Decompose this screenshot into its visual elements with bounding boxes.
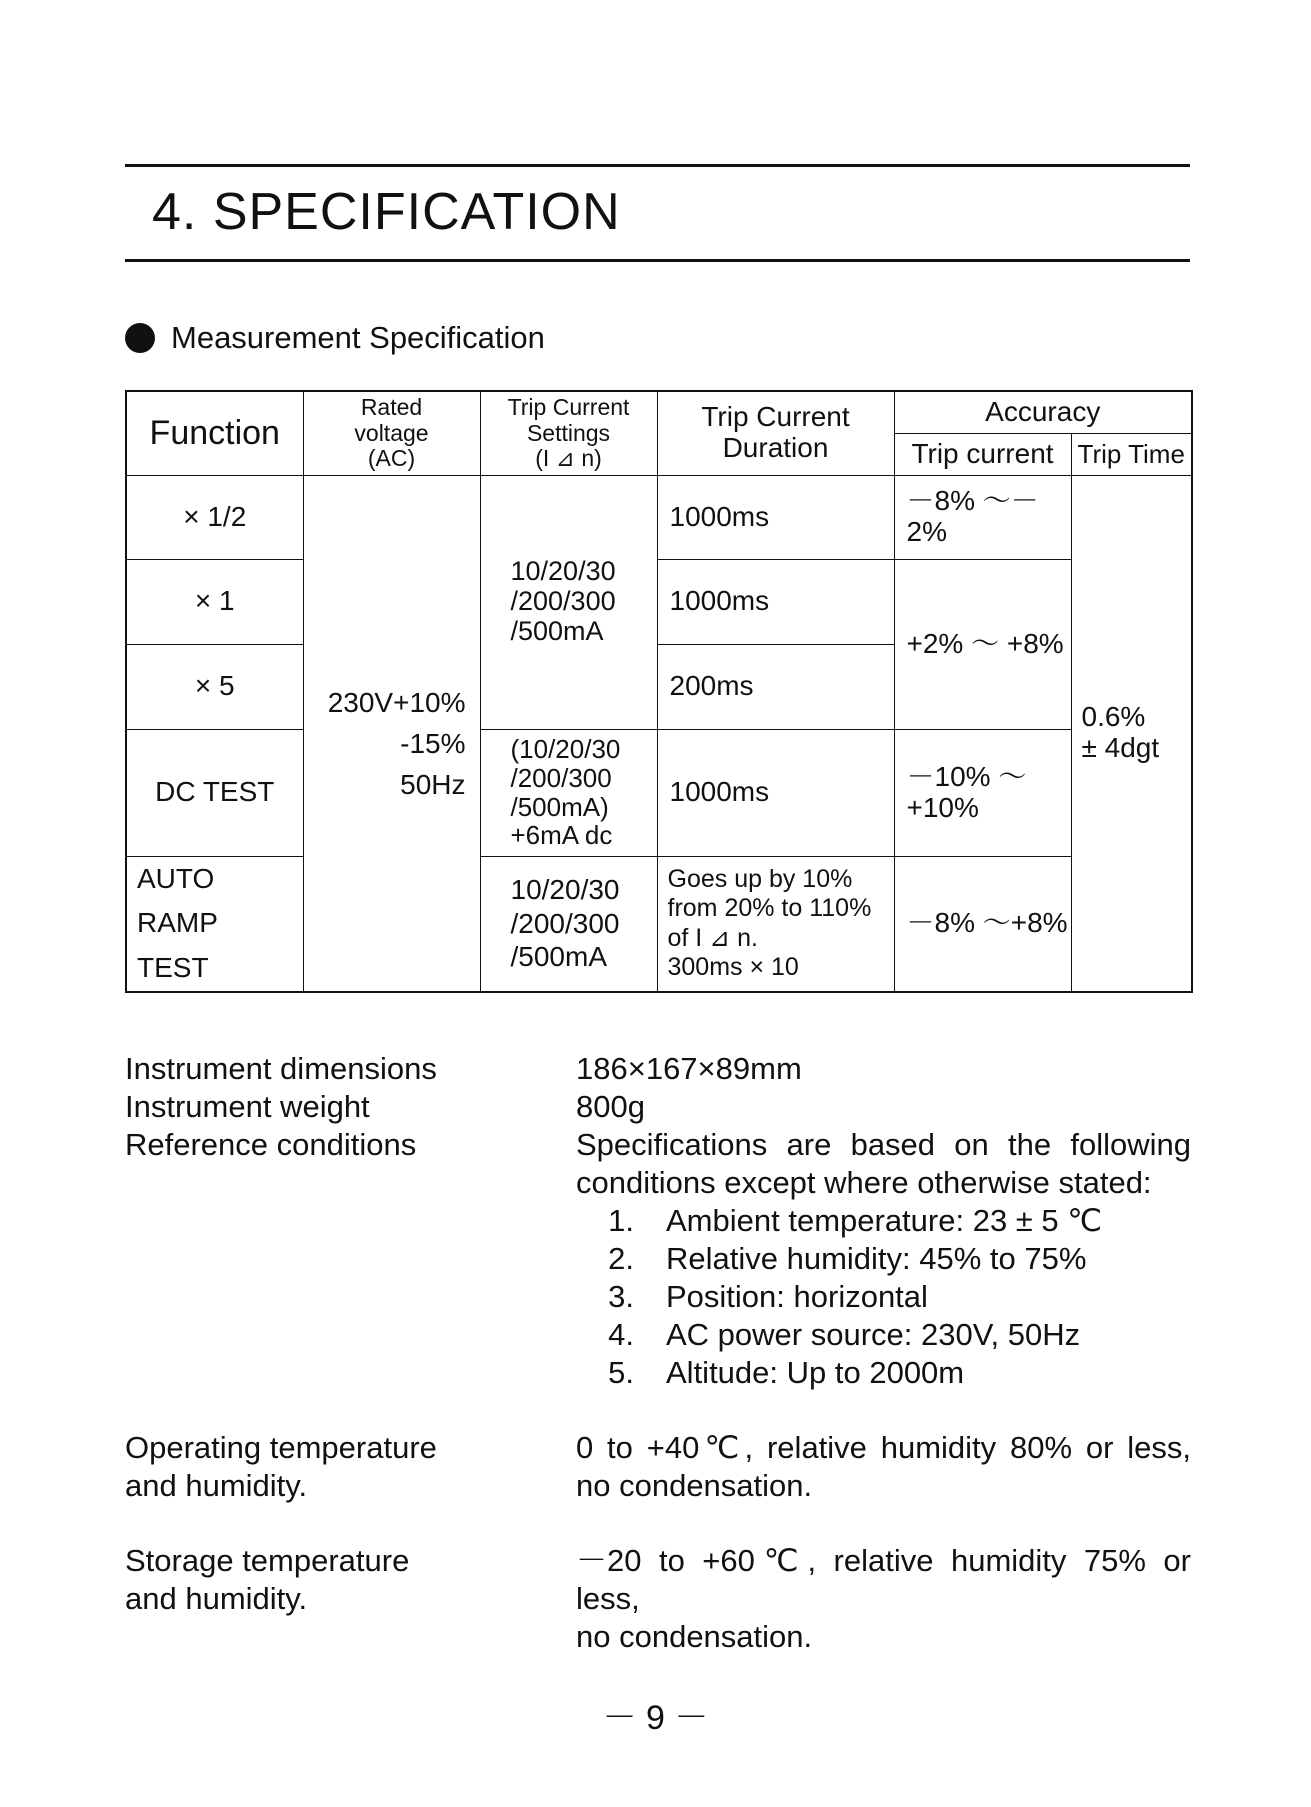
header-trip-current-duration [657,391,894,475]
condition-text: Position: horizontal [666,1279,928,1314]
condition-number: 3. [608,1279,634,1314]
spec-value: 186×167×89mm [576,1051,802,1086]
condition-text: Altitude: Up to 2000m [666,1355,965,1390]
rated-voltage-line: 230V+10% [327,686,466,718]
accuracy-group: +2% ～ +8% [894,559,1071,729]
condition-number: 1. [608,1203,634,1238]
duration-line: 300ms × 10 [667,952,799,981]
condition-item [576,1354,1191,1392]
condition-item [576,1278,1191,1316]
spec-label: Reference conditions [125,1127,417,1162]
row-accuracy: －10% ～+10% [894,729,1071,856]
row-duration: 1000ms [657,475,894,559]
header-accuracy: Accuracy [894,391,1192,433]
duration-line: Goes up by 10% [667,865,853,894]
spec-value [576,1429,1191,1505]
row-accuracy: －8% ～－2% [894,475,1071,559]
condition-text: Ambient temperature: 23 ± 5 ℃ [666,1203,1103,1238]
trip-time-line: 0.6% [1081,701,1146,733]
settings-group [480,475,657,729]
rated-voltage-line: 50Hz [400,768,466,800]
row-settings [480,729,657,856]
page-number: － 9 － [602,1699,709,1737]
row-function: × 1 [126,559,303,644]
header-rated-voltage [303,391,480,475]
measurement-spec-table [125,390,1193,993]
spec-value [576,1542,1191,1656]
row-settings [480,856,657,992]
spec-row-reference [125,1126,1191,1392]
spec-label [125,1542,576,1656]
spec-label: Instrument dimensions [125,1051,437,1086]
title-rule-bottom [125,259,1190,262]
spec-label-line: and humidity. [125,1581,308,1616]
settings-line: /500mA [510,615,604,646]
condition-number: 5. [608,1355,634,1390]
settings-line: /500mA) [510,791,609,822]
header-function: Function [126,391,303,475]
condition-text: Relative humidity: 45% to 75% [666,1241,1087,1276]
spec-label [125,1429,576,1505]
function-line: TEST [137,952,209,984]
page-title: 4. SPECIFICATION [152,183,621,241]
header-rated-voltage-line: Rated [360,394,423,421]
spec-label-line: Storage temperature [125,1543,410,1578]
duration-line: from 20% to 110% [667,894,872,923]
row-function [126,856,303,992]
row-duration: 1000ms [657,559,894,644]
header-trip-current-settings [480,391,657,475]
settings-line: 10/20/30 [510,556,616,587]
row-duration: 1000ms [657,729,894,856]
settings-line: /500mA [510,941,607,973]
spec-label: Instrument weight [125,1089,370,1124]
spec-value-line: conditions except where otherwise stated: [576,1165,1152,1200]
settings-line: 10/20/30 [510,874,620,906]
header-rated-voltage-line: voltage [354,419,429,446]
row-function: × 1/2 [126,475,303,559]
spec-row-dimensions [125,1050,1191,1088]
rated-voltage-value [303,475,480,992]
row-function: × 5 [126,644,303,729]
spec-value: 800g [576,1089,645,1124]
spec-label-line: Operating temperature [125,1430,437,1465]
settings-line: /200/300 [510,762,612,793]
spec-value-line: no condensation. [576,1468,813,1503]
spec-value-line: －20 to +60℃, relative humidity 75% or less, [576,1543,1191,1616]
header-duration-line: Duration [722,432,829,464]
spec-value-line: no condensation. [576,1619,813,1654]
spec-label-line: and humidity. [125,1468,308,1503]
condition-item [576,1202,1191,1240]
condition-number: 4. [608,1317,634,1352]
header-settings-line: (I ⊿ n) [535,444,602,471]
settings-line: (10/20/30 [510,734,621,765]
settings-line: /200/300 [510,586,616,617]
trip-time-line: ± 4dgt [1081,732,1160,764]
settings-line: /200/300 [510,907,620,939]
header-trip-time: Trip Time [1071,433,1192,475]
bullet-icon [125,323,155,353]
spec-row-weight [125,1088,1191,1126]
rated-voltage-line: -15% [400,727,466,759]
spec-list [125,1050,1191,1656]
row-duration [657,856,894,992]
condition-number: 2. [608,1241,634,1276]
header-settings-line: Settings [526,419,611,446]
header-duration-line: Trip Current [701,401,850,433]
duration-line: of I ⊿ n. [667,923,758,952]
spec-value-line: 0 to +40℃, relative humidity 80% or less, [576,1430,1191,1465]
header-settings-line: Trip Current [507,394,630,421]
spec-value-line: Specifications are based on the following [576,1127,1191,1162]
spec-value [576,1126,1191,1392]
condition-item [576,1240,1191,1278]
trip-time-value [1071,475,1192,992]
settings-line: +6mA dc [510,820,613,851]
title-rule-top [125,164,1190,167]
header-rated-voltage-line: (AC) [367,444,416,471]
function-line: AUTO RAMP [137,862,218,939]
section-heading-text: Measurement Specification [171,320,545,355]
spec-row-storage [125,1542,1191,1656]
row-accuracy: －8% ～+8% [894,856,1071,992]
condition-text: AC power source: 230V, 50Hz [666,1317,1081,1352]
spec-row-operating [125,1429,1191,1505]
row-duration: 200ms [657,644,894,729]
header-trip-current: Trip current [894,433,1071,475]
condition-item [576,1316,1191,1354]
row-function: DC TEST [126,729,303,856]
section-heading [125,320,545,356]
